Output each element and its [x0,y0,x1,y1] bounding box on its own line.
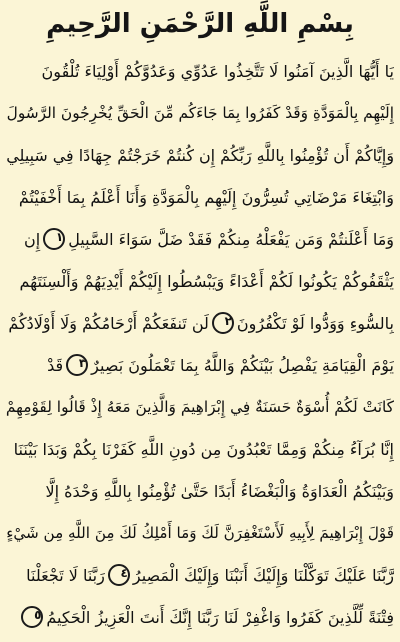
ayah-number-marker: ١ [43,228,65,250]
verse-text: كَانَتْ لَكُمْ أُسْوَةٌ حَسَنَةٌ فِي إِبْرَاهِيمَ وَالَّذِينَ مَعَهُ إِذْ قَالُوا لِقَوْمِهِمْ [6,398,394,416]
verse-line [6,598,394,636]
basmala-text: بِسْمِ اللَّهِ الرَّحْمَنِ الرَّحِيمِ [46,9,354,39]
verse-lines [6,52,394,640]
ayah-number-marker: ٣ [66,354,88,376]
verse-line [6,94,394,132]
verse-text: وَبَيْنَكُمُ الْعَدَاوَةُ وَالْبَغْضَاءُ أَبَدًا حَتَّىٰ تُؤْمِنُوا بِاللَّهِ وَحْدَهُ إِلَّا [45,481,394,501]
verse-text: يَا أَيُّهَا الَّذِينَ آمَنُوا لَا تَتَّخِذُوا عَدُوِّي وَعَدُوَّكُمْ أَوْلِيَاءَ تُلْقُونَ [41,61,394,81]
verse-line [6,346,394,384]
verse-text: وَمَا أَعْلَنتُمْ وَمَن يَفْعَلْهُ مِنكُمْ فَقَدْ ضَلَّ سَوَاءَ السَّبِيلِ [68,229,394,249]
verse-text: إِن [23,229,41,249]
verse-line [6,178,394,216]
ayah-number-marker: ٥ [21,606,43,628]
verse-text: قَدْ [47,355,64,375]
verse-text: لَن تَنفَعَكُمْ أَرْحَامُكُمْ وَلَا أَوْلَادُكُمْ [8,313,209,333]
verse-text: بِالسُّوءِ وَوَدُّوا لَوْ تَكْفُرُونَ [236,313,394,333]
verse-line [6,514,394,552]
verse-text: وَابْتِغَاءَ مَرْضَاتِي تُسِرُّونَ إِلَيْهِم بِالْمَوَدَّةِ وَأَنَا أَعْلَمُ بِمَا أَخْفَيْتُمْ [18,187,394,207]
verse-line [6,430,394,468]
ayah-number-marker: ٤ [108,564,130,586]
basmala-header [0,0,400,48]
verse-text: قَوْلَ إِبْرَاهِيمَ لِأَبِيهِ لَأَسْتَغْفِرَنَّ لَكَ وَمَا أَمْلِكُ لَكَ مِنَ اللَّهِ مِن شَيْءٍ [6,524,394,542]
verse-text: إِلَيْهِم بِالْمَوَدَّةِ وَقَدْ كَفَرُوا بِمَا جَاءَكُم مِّنَ الْحَقِّ يُخْرِجُونَ الرَّسُولَ [6,104,394,122]
verse-line [6,556,394,594]
verse-line [6,472,394,510]
verse-line [6,220,394,258]
verse-text: يَثْقَفُوكُمْ يَكُونُوا لَكُمْ أَعْدَاءً وَيَبْسُطُوا إِلَيْكُمْ أَيْدِيَهُمْ وَأَلْسِنَتَهُم [19,271,394,291]
ayah-number-marker: ٢ [212,312,234,334]
verse-line [6,388,394,426]
verse-line [6,136,394,174]
verse-text: رَّبَّنَا عَلَيْكَ تَوَكَّلْنَا وَإِلَيْكَ أَنَبْنَا وَإِلَيْكَ الْمَصِيرُ [132,565,394,585]
verse-text: فِتْنَةً لِّلَّذِينَ كَفَرُوا وَاغْفِرْ لَنَا رَبَّنَا إِنَّكَ أَنتَ الْعَزِيزُ الْحَكِيمُ [46,607,394,627]
verse-line [6,262,394,300]
verse-text: إِنَّا بُرَآءُ مِنكُمْ وَمِمَّا تَعْبُدُونَ مِن دُونِ اللَّهِ كَفَرْنَا بِكُمْ وَبَدَا بَيْنَنَا [13,439,394,459]
verse-text: رَبَّنَا لَا تَجْعَلْنَا [26,565,105,585]
verse-text: وَإِيَّاكُمْ أَن تُؤْمِنُوا بِاللَّهِ رَبِّكُمْ إِن كُنتُمْ خَرَجْتُمْ جِهَادًا فِي سَبِيلِي [6,145,394,165]
verse-text: يَوْمَ الْقِيَامَةِ يَفْصِلُ بَيْنَكُمْ وَاللَّهُ بِمَا تَعْمَلُونَ بَصِيرٌ [91,355,394,375]
verse-line [6,304,394,342]
verse-line [6,52,394,90]
